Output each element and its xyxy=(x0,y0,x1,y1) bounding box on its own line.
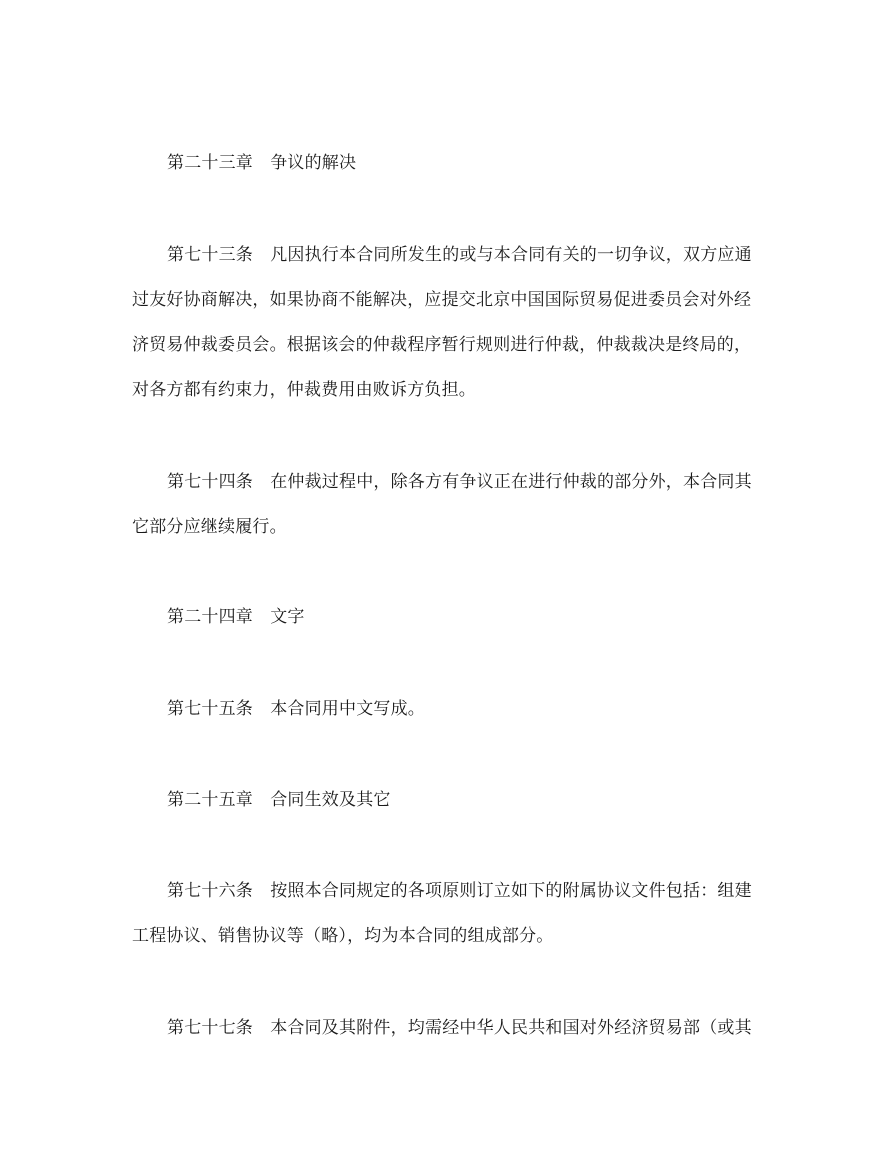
article-74-line-1: 第七十四条 在仲裁过程中，除各方有争议正在进行仲裁的部分外，本合同其 xyxy=(167,472,752,492)
article-73-line-3: 济贸易仲裁委员会。根据该会的仲裁程序暂行规则进行仲裁，仲裁裁决是终局的， xyxy=(132,335,752,355)
article-75-line-1: 第七十五条 本合同用中文写成。 xyxy=(167,699,425,719)
article-73-line-1: 第七十三条 凡因执行本合同所发生的或与本合同有关的一切争议，双方应通 xyxy=(167,245,752,265)
article-77-line-1: 第七十七条 本合同及其附件，均需经中华人民共和国对外经济贸易部（或其 xyxy=(167,1018,752,1038)
article-73-line-4: 对各方都有约束力，仲裁费用由败诉方负担。 xyxy=(132,380,476,400)
chapter-23-heading: 第二十三章 争议的解决 xyxy=(167,153,357,173)
article-76-line-1: 第七十六条 按照本合同规定的各项原则订立如下的附属协议文件包括：组建 xyxy=(167,881,752,901)
chapter-24-heading: 第二十四章 文字 xyxy=(167,607,305,627)
article-76-line-2: 工程协议、销售协议等（略），均为本合同的组成部分。 xyxy=(132,926,554,946)
article-73-line-2: 过友好协商解决，如果协商不能解决，应提交北京中国国际贸易促进委员会对外经 xyxy=(132,290,752,310)
article-74-line-2: 它部分应继续履行。 xyxy=(132,517,287,537)
chapter-25-heading: 第二十五章 合同生效及其它 xyxy=(167,790,391,810)
